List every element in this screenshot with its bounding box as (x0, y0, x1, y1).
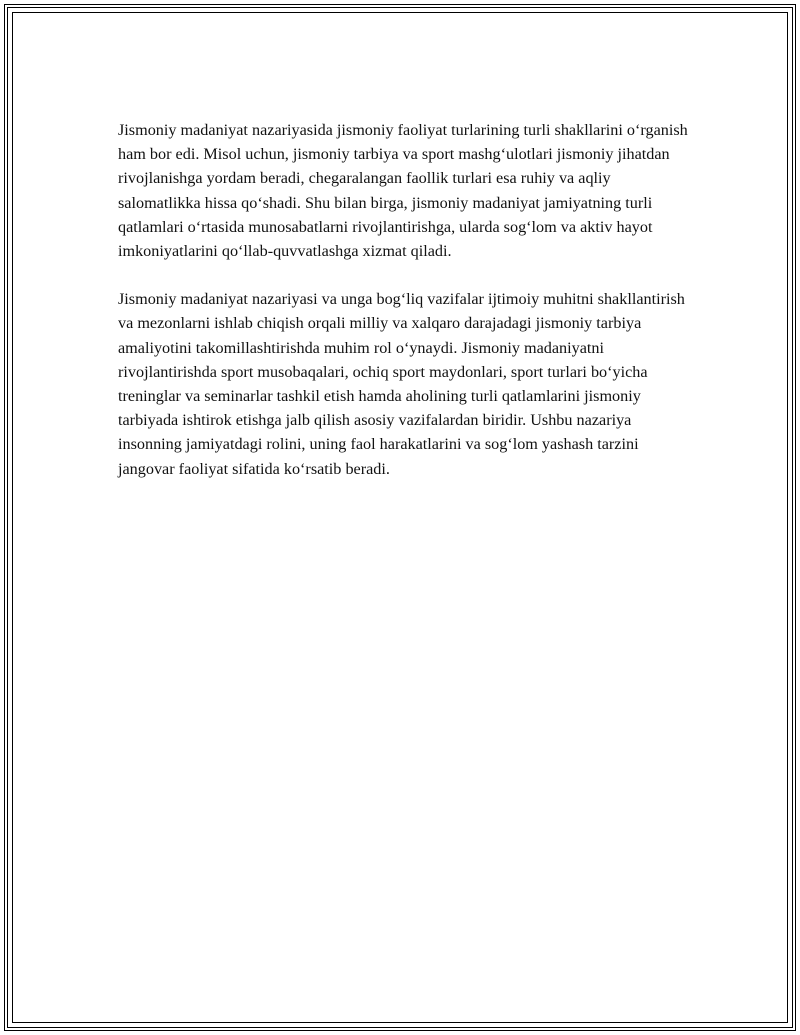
paragraph-2: Jismoniy madaniyat nazariyasi va unga bogʻliq vazifalar ijtimoiy muhitni shakllantirish va mezonlarni ishlab chiqish orqali milliy va xalqaro darajadagi jismoniy tarbiya amaliyotini takomillashtirishda muhim rol oʻynaydi. Jismoniy madaniyatni rivojlantirishda sport musobaqalari, ochiq sport maydonlari, sport turlari boʻyicha treninglar va seminarlar tashkil etish hamda aholining turli qatlamlarini jismoniy tarbiyada ishtirok etishga jalb qilish asosiy vazifalardan biridir. Ushbu nazariya insonning jamiyatdagi rolini, uning faol harakatlarini va sogʻlom yashash tarzini jangovar faoliyat sifatida koʻrsatib beradi. (118, 290, 685, 478)
paragraph-1: Jismoniy madaniyat nazariyasida jismoniy faoliyat turlarining turli shakllarini oʻrganish ham bor edi. Misol uchun, jismoniy tarbiya va sport mashgʻulotlari jismoniy jihatdan rivojlanishga yordam beradi, chegaralangan faollik turlari esa ruhiy va aqliy salomatlikka hissa qoʻshadi. Shu bilan birga, jismoniy madaniyat jamiyatning turli qatlamlari oʻrtasida munosabatlarni rivojlantirishga, ularda sogʻlom va aktiv hayot imkoniyatlarini qoʻllab-quvvatlashga xizmat qiladi. (118, 121, 688, 261)
document-body (118, 118, 690, 481)
